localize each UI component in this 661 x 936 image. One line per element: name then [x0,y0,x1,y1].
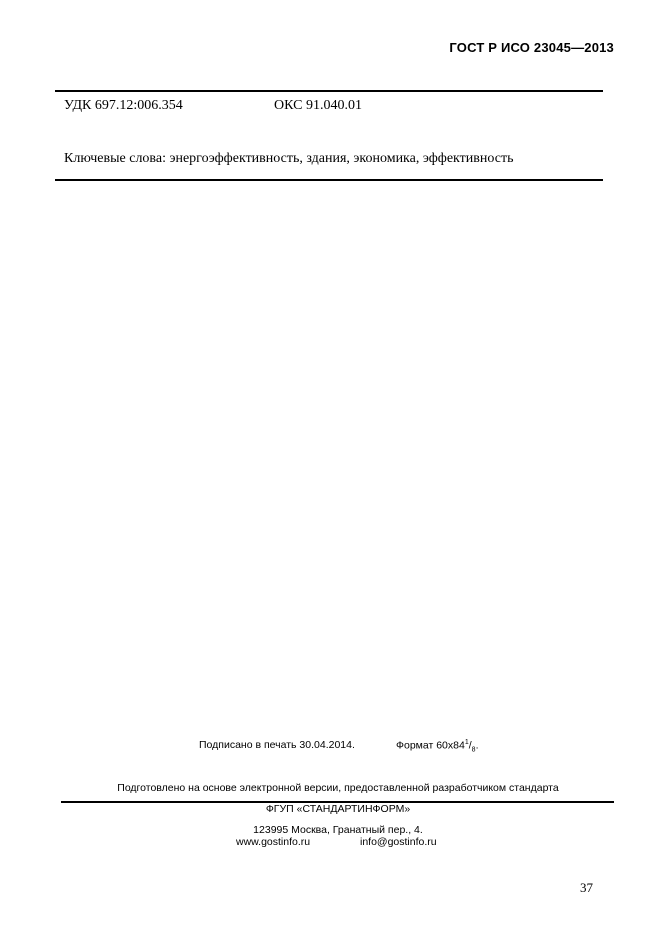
standard-header: ГОСТ Р ИСО 23045—2013 [449,40,614,55]
paper-format-end: . [475,739,479,752]
paper-format-numerator: 1 [464,739,469,746]
publisher-website: www.gostinfo.ru [236,836,311,848]
paper-format-denominator: 8 [471,746,476,754]
keywords-line: Ключевые слова: энергоэффективность, здания, экономика, эффективность [64,151,514,166]
signed-for-print: Подписано в печать 30.04.2014. [199,739,355,751]
top-divider [55,90,603,92]
paper-format-label: Формат 60x84 [396,739,465,752]
page-number: 37 [580,880,593,895]
publisher-address: 123995 Москва, Гранатный пер., 4. [253,824,423,836]
publisher-name: ФГУП «СТАНДАРТИНФОРМ» [265,803,411,815]
keywords-divider [55,179,603,181]
oks-code: ОКС 91.040.01 [274,98,362,113]
prepared-note: Подготовлено на основе электронной версии, предоставленной разработчиком стандарта [117,782,559,794]
udk-code: УДК 697.12:006.354 [64,98,183,113]
publisher-email: info@gostinfo.ru [360,836,437,848]
paper-format: Формат $60x84^1/_8$. [396,739,479,754]
